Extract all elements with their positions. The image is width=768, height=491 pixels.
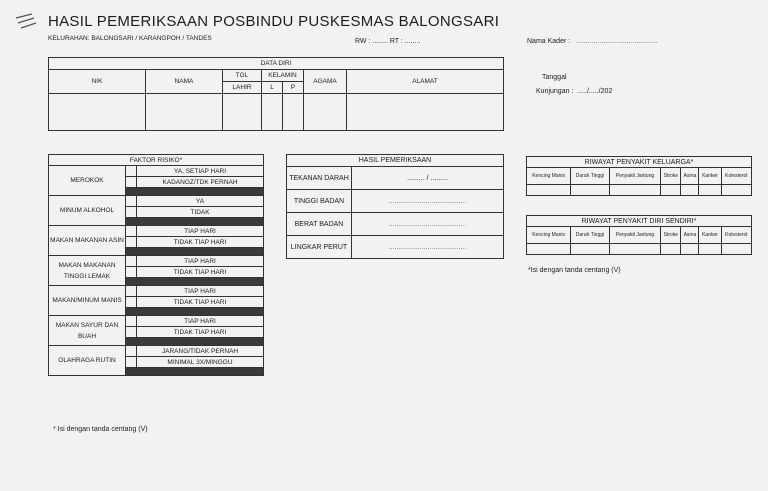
- riwayat-keluarga-table: [526, 156, 752, 196]
- data-diri-table: [48, 57, 504, 131]
- page-title: HASIL PEMERIKSAAN POSBINDU PUSKESMAS BALONGSARI: [48, 13, 500, 30]
- hasil-pemeriksaan-title: HASIL PEMERIKSAAN: [287, 155, 504, 167]
- risk-category-label: OLAHRAGA RUTIN: [49, 346, 126, 376]
- history-column-header: Darah Tinggi: [571, 168, 609, 185]
- faktor-risiko-table: [48, 154, 264, 376]
- history-column-header: Darah Tinggi: [571, 227, 609, 244]
- kelamin-header: KELAMIN: [262, 70, 304, 82]
- faktor-risiko-note: * Isi dengan tanda centang (V): [53, 426, 148, 433]
- l-cell[interactable]: [262, 94, 283, 131]
- kunjungan-label: Kunjungan :: [536, 88, 574, 95]
- p-header: P: [283, 82, 304, 94]
- risk-checkbox[interactable]: [126, 316, 137, 327]
- riwayat-note: *Isi dengan tanda centang (V): [528, 267, 621, 274]
- risk-checkbox[interactable]: [126, 357, 137, 368]
- nama-kader-label: Nama Kader :: [527, 38, 571, 45]
- history-checkbox[interactable]: [527, 185, 571, 196]
- history-column-header: Penyakit Jantung: [609, 227, 661, 244]
- berat-badan-label: BERAT BADAN: [287, 213, 352, 236]
- risk-option-label: MINIMAL 3X/MINGGU: [137, 357, 264, 368]
- risk-option-label: YA, SETIAP HARI: [137, 166, 264, 177]
- riwayat-sendiri-title: RIWAYAT PENYAKIT DIRI SENDIRI*: [527, 216, 752, 227]
- data-diri-title: DATA DIRI: [49, 58, 504, 70]
- risk-category-label: MAKAN MAKANAN ASIN: [49, 226, 126, 256]
- history-checkbox[interactable]: [721, 244, 751, 255]
- agama-header: AGAMA: [304, 70, 347, 94]
- nama-cell[interactable]: [146, 94, 223, 131]
- risk-divider: [126, 188, 264, 196]
- history-column-header: Kanker: [699, 168, 721, 185]
- risk-option-label: TIAP HARI: [137, 316, 264, 327]
- berat-badan-value[interactable]: ........................................: [352, 213, 504, 236]
- history-checkbox[interactable]: [527, 244, 571, 255]
- tinggi-badan-value[interactable]: ........................................: [352, 190, 504, 213]
- risk-divider: [126, 338, 264, 346]
- history-column-header: Asma: [681, 227, 699, 244]
- risk-divider: [126, 278, 264, 286]
- page-subtitle: KELURAHAN: BALONGSARI / KARANGPOH / TANDES: [48, 35, 212, 42]
- tanggal-label: Tanggal: [542, 74, 567, 81]
- risk-checkbox[interactable]: [126, 207, 137, 218]
- risk-option-label: TIDAK TIAP HARI: [137, 267, 264, 278]
- risk-option-label: TIDAK TIAP HARI: [137, 327, 264, 338]
- hasil-pemeriksaan-table: [286, 154, 504, 259]
- lingkar-perut-value[interactable]: ........................................: [352, 236, 504, 259]
- risk-category-label: MINUM ALKOHOL: [49, 196, 126, 226]
- history-column-header: Kencing Manis: [527, 168, 571, 185]
- risk-divider: [126, 368, 264, 376]
- risk-category-label: MAKAN SAYUR DAN BUAH: [49, 316, 126, 346]
- risk-checkbox[interactable]: [126, 286, 137, 297]
- p-cell[interactable]: [283, 94, 304, 131]
- risk-option-label: YA: [137, 196, 264, 207]
- history-checkbox[interactable]: [721, 185, 751, 196]
- alamat-cell[interactable]: [347, 94, 504, 131]
- risk-option-label: TIAP HARI: [137, 226, 264, 237]
- history-checkbox[interactable]: [661, 244, 681, 255]
- nik-header: NIK: [49, 70, 146, 94]
- tgl-header: TGL: [223, 70, 262, 82]
- nik-cell[interactable]: [49, 94, 146, 131]
- alamat-header: ALAMAT: [347, 70, 504, 94]
- history-checkbox[interactable]: [681, 185, 699, 196]
- rw-rt-field[interactable]: RW : ........ RT : ........: [355, 38, 421, 45]
- history-column-header: Kolesterol: [721, 168, 751, 185]
- risk-checkbox[interactable]: [126, 267, 137, 278]
- risk-checkbox[interactable]: [126, 196, 137, 207]
- history-column-header: Penyakit Jantung: [609, 168, 661, 185]
- risk-option-label: TIAP HARI: [137, 256, 264, 267]
- history-checkbox[interactable]: [699, 185, 721, 196]
- risk-checkbox[interactable]: [126, 297, 137, 308]
- risk-option-label: KADANGZ/TDK PERNAH: [137, 177, 264, 188]
- risk-option-label: TIAP HARI: [137, 286, 264, 297]
- history-checkbox[interactable]: [609, 244, 661, 255]
- risk-category-label: MAKAN MAKANAN TINGGI LEMAK: [49, 256, 126, 286]
- riwayat-sendiri-table: [526, 215, 752, 255]
- history-checkbox[interactable]: [571, 185, 609, 196]
- risk-checkbox[interactable]: [126, 226, 137, 237]
- nama-kader-field[interactable]: [527, 38, 658, 45]
- history-column-header: Kolesterol: [721, 227, 751, 244]
- risk-checkbox[interactable]: [126, 346, 137, 357]
- risk-checkbox[interactable]: [126, 256, 137, 267]
- kunjungan-value: ...../...../202: [577, 88, 613, 95]
- risk-checkbox[interactable]: [126, 166, 137, 177]
- history-column-header: Kanker: [699, 227, 721, 244]
- tekanan-darah-value[interactable]: ......... / .........: [352, 167, 504, 190]
- risk-checkbox[interactable]: [126, 327, 137, 338]
- kunjungan-field[interactable]: [536, 88, 612, 95]
- history-checkbox[interactable]: [661, 185, 681, 196]
- history-column-header: Asma: [681, 168, 699, 185]
- l-header: L: [262, 82, 283, 94]
- risk-divider: [126, 248, 264, 256]
- history-column-header: Stroke: [661, 168, 681, 185]
- logo-icon: [14, 12, 38, 32]
- faktor-risiko-title: FAKTOR RISIKO*: [49, 155, 264, 166]
- risk-option-label: TIDAK TIAP HARI: [137, 237, 264, 248]
- risk-category-label: MEROKOK: [49, 166, 126, 196]
- tinggi-badan-label: TINGGI BADAN: [287, 190, 352, 213]
- risk-divider: [126, 308, 264, 316]
- riwayat-keluarga-title: RIWAYAT PENYAKIT KELUARGA*: [527, 157, 752, 168]
- lingkar-perut-label: LINGKAR PERUT: [287, 236, 352, 259]
- agama-cell[interactable]: [304, 94, 347, 131]
- tekanan-darah-label: TEKANAN DARAH: [287, 167, 352, 190]
- risk-option-label: TIDAK TIAP HARI: [137, 297, 264, 308]
- history-column-header: Kencing Manis: [527, 227, 571, 244]
- history-checkbox[interactable]: [699, 244, 721, 255]
- risk-divider: [126, 218, 264, 226]
- nama-kader-dots: ..........................................: [576, 38, 658, 45]
- tgl-lahir-cell[interactable]: [223, 94, 262, 131]
- risk-checkbox[interactable]: [126, 177, 137, 188]
- risk-category-label: MAKAN/MINUM MANIS: [49, 286, 126, 316]
- history-checkbox[interactable]: [681, 244, 699, 255]
- history-checkbox[interactable]: [609, 185, 661, 196]
- history-column-header: Stroke: [661, 227, 681, 244]
- nama-header: NAMA: [146, 70, 223, 94]
- lahir-header: LAHIR: [223, 82, 262, 94]
- risk-checkbox[interactable]: [126, 237, 137, 248]
- risk-option-label: TIDAK: [137, 207, 264, 218]
- risk-option-label: JARANG/TIDAK PERNAH: [137, 346, 264, 357]
- history-checkbox[interactable]: [571, 244, 609, 255]
